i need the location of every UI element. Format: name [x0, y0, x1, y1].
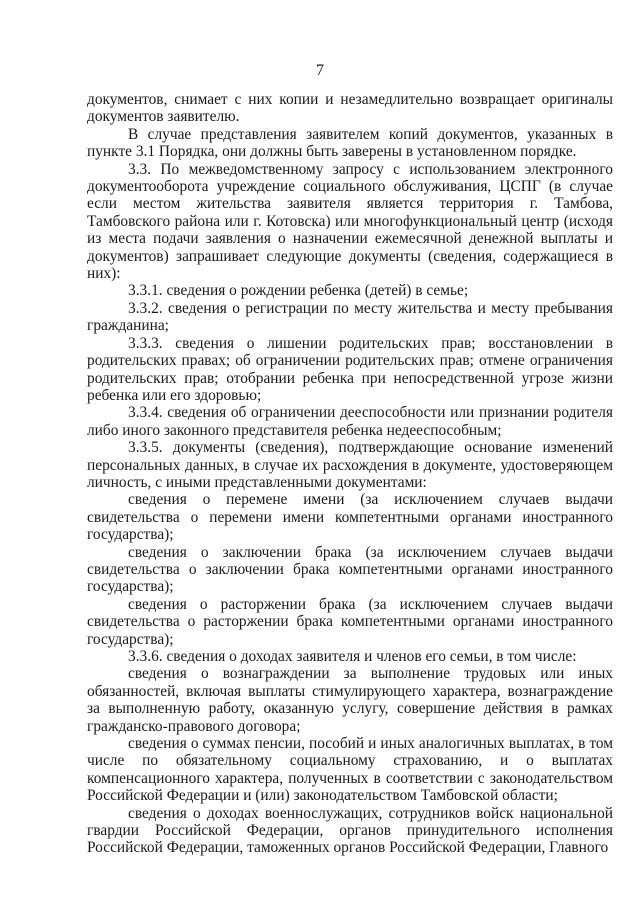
paragraph: сведения о заключении брака (за исключением случаев выдачи свидетельства о заключении брака компетентными органами иностранного государства);: [87, 543, 613, 596]
paragraph: сведения о перемене имени (за исключением случаев выдачи свидетельства о перемени имени компетентными органами иностранного государства);: [87, 491, 613, 544]
paragraph: сведения о расторжении брака (за исключением случаев выдачи свидетельства о расторжении брака компетентными органами иностранного государства);: [87, 595, 613, 648]
paragraph: сведения о суммах пенсии, пособий и иных аналогичных выплатах, в том числе по обязательному социальному страхованию, и о выплатах компенсационного характера, полученных в соответствии с законодательством Российской Федерации и (или) законодательством Тамбовской области;: [87, 735, 613, 805]
document-body: [87, 91, 613, 857]
paragraph: 3.3.2. сведения о регистрации по месту жительства и месту пребывания гражданина;: [87, 299, 613, 335]
paragraph: 3.3. По межведомственному запросу с использованием электронного документооборота учреждение социального обслуживания, ЦСПГ (в случае если местом жительства заявителя является территория г. Тамбова, Тамбовского района или г. Котовска) или многофункциональный центр (исходя из места подачи заявления о назначении ежемесячной денежной выплаты и документов) запрашивает следующие документы (сведения, содержащиеся в них):: [87, 160, 613, 283]
paragraph: документов, снимает с них копии и незамедлительно возвращает оригиналы документов заявителю.: [87, 91, 613, 126]
paragraph: сведения о доходах военнослужащих, сотрудников войск национальной гвардии Российской Федерации, органов принудительного исполнения Российской Федерации, таможенных органов Российской Федерации, Главного: [87, 804, 613, 857]
paragraph: В случае представления заявителем копий документов, указанных в пункте 3.1 Порядка, они должны быть заверены в установленном порядке.: [87, 125, 613, 161]
paragraph: 3.3.1. сведения о рождении ребенка (детей) в семье;: [128, 282, 469, 300]
paragraph: 3.3.6. сведения о доходах заявителя и членов его семьи, в том числе:: [128, 648, 577, 665]
paragraph: 3.3.3. сведения о лишении родительских прав; восстановлении в родительских правах; об ограничении родительских прав; отмене ограничения родительских прав; отобрании ребенка при непосредственной угрозе жизни ребенка или его здоровью;: [87, 334, 613, 404]
paragraph: 3.3.5. документы (сведения), подтверждающие основание изменений персональных данных, в случае их расхождения в документе, удостоверяющем личность, с иными представленными документами:: [87, 439, 613, 491]
paragraph: 3.3.4. сведения об ограничении дееспособности или признании родителя либо иного законного представителя ребенка недееспособным;: [87, 404, 613, 439]
page-number: 7: [316, 62, 324, 79]
paragraph: сведения о вознаграждении за выполнение трудовых или иных обязанностей, включая выплаты стимулирующего характера, вознаграждение за выполненную работу, оказанную услугу, совершение действия в рамках гражданско-правового договора;: [87, 665, 613, 735]
